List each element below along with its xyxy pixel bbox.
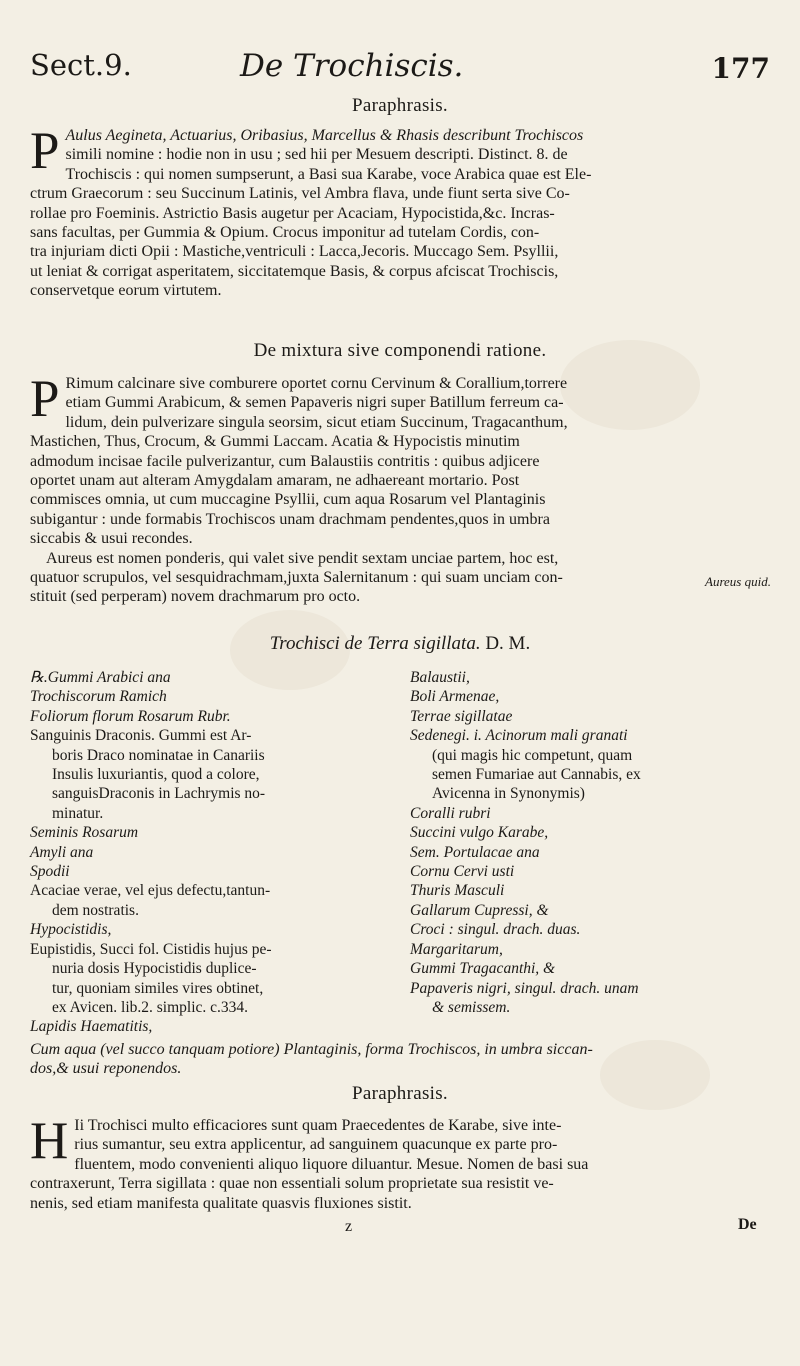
- text-line: Rimum calcinare sive comburere oportet cornu Cervinum & Corallium,torrere: [65, 375, 568, 392]
- ingredient-line: Cornu Cervi usti: [410, 863, 515, 881]
- text-line: contraxerunt, Terra sigillata : quae non essentiali solum proprietate sua resistit ve-: [30, 1175, 554, 1193]
- ingredient-line: Spodii: [30, 863, 70, 881]
- formula-title: [0, 633, 800, 655]
- drop-cap: P: [30, 370, 60, 428]
- ingredient-line: Gallarum Cupressi, &: [410, 901, 549, 919]
- text-line: ctrum Graecorum : seu Succinum Latinis, vel Ambra flava, unde fiunt serta sive Co-: [30, 185, 570, 203]
- ingredient-line: Croci : singul. drach. duas.: [410, 921, 581, 939]
- ingredient-line: nuria dosis Hypocistidis duplice-: [52, 960, 257, 978]
- ingredient-line: Coralli rubri: [410, 804, 491, 822]
- paraphrasis-text: [30, 122, 750, 301]
- ingredient-line: Succini vulgo Karabe,: [410, 824, 549, 842]
- mixtura-heading: De mixtura sive componendi ratione.: [253, 340, 547, 361]
- ingredient-line: Sedenegi. i. Acinorum mali granati: [410, 727, 628, 745]
- section-label: Sect.9.: [30, 48, 132, 82]
- ingredient-line: Thuris Masculi: [410, 882, 505, 900]
- preparation-instructions: [30, 1040, 750, 1078]
- text-line: Trochiscis : qui nomen sumpserunt, a Basi sua Karabe, voce Arabica quae est Ele-: [65, 165, 592, 183]
- ingredients-left-column: [30, 668, 400, 1037]
- running-title: De Trochiscis.: [240, 48, 464, 84]
- text-line: sans facultas, per Gummia & Opium. Crocus imponitur ad tutelam Cordis, con-: [30, 224, 540, 242]
- ingredient-line: Sanguinis Draconis. Gummi est Ar-: [30, 727, 252, 745]
- text-line: oportet unam aut alteram Amygdalam amaram, ne adhaereant mortario. Post: [30, 472, 520, 490]
- text-line: Ii Trochisci multo efficaciores sunt quam Praecedentes de Karabe, sive inte-: [74, 1117, 562, 1134]
- text-line: simili nomine : hodie non in usu ; sed hii per Mesuem descripti. Distinct. 8. de: [65, 146, 568, 164]
- text-line: siccabis & usui recondes.: [30, 530, 193, 548]
- paraphrasis-heading: Paraphrasis.: [352, 1083, 448, 1104]
- ingredient-line: Amyli ana: [30, 843, 94, 861]
- page-number: 177: [711, 52, 770, 85]
- ingredients-right-column: [410, 668, 780, 1017]
- ingredient-line: Papaveris nigri, singul. drach. unam: [410, 979, 639, 997]
- formula-name: Trochisci de Terra sigillata.: [269, 633, 481, 654]
- text-line: Aulus Aegineta, Actuarius, Oribasius, Marcellus & Rhasis describunt Trochiscos: [65, 127, 584, 144]
- ingredient-line: & semissem.: [432, 998, 511, 1016]
- paraphrasis-heading: Paraphrasis.: [352, 95, 448, 116]
- ingredient-line: Lapidis Haematitis,: [30, 1018, 153, 1036]
- paraphrasis-text: [30, 1112, 750, 1213]
- ingredient-line: sanguisDraconis in Lachrymis no-: [52, 785, 266, 803]
- margin-note: Aureus quid.: [705, 574, 771, 589]
- catchword: De: [738, 1216, 757, 1233]
- text-line: stituit (sed perperam) novem drachmarum pro octo.: [30, 588, 361, 606]
- text-line: commisces omnia, ut cum muccagine Psyllii, cum aqua Rosarum vel Plantaginis: [30, 491, 546, 509]
- ingredient-line: Trochiscorum Ramich: [30, 688, 167, 706]
- text-line: Aureus est nomen ponderis, qui valet sive pendit sextam unciae partem, hoc est,: [46, 549, 559, 567]
- ingredient-line: Terrae sigillatae: [410, 707, 513, 725]
- text-line: conservetque eorum virtutem.: [30, 282, 222, 300]
- ingredient-line: Insulis luxuriantis, quod a colore,: [52, 766, 260, 784]
- text-line: subigantur : unde formabis Trochiscos unam drachmam pendentes,quos in umbra: [30, 510, 550, 528]
- drop-cap: H: [30, 1112, 69, 1170]
- ingredient-line: (qui magis hic competunt, quam: [432, 746, 633, 764]
- drop-cap: P: [30, 122, 60, 180]
- ingredient-line: Balaustii,: [410, 669, 470, 686]
- text-line: fluentem, modo convenienti aliquo liquore diluantur. Mesue. Nomen de basi sua: [74, 1155, 589, 1173]
- ingredient-line: ex Avicen. lib.2. simplic. c.334.: [52, 998, 249, 1016]
- instruction-line: dos,& usui reponendos.: [30, 1060, 182, 1077]
- ingredient-line: semen Fumariae aut Cannabis, ex: [432, 766, 641, 784]
- text-line: ut leniat & corrigat asperitatem, siccitatemque Basis, & corpus afciscat Trochiscis,: [30, 262, 559, 280]
- text-line: Mastichen, Thus, Crocum, & Gummi Laccam. Acatia & Hypocistis minutim: [30, 433, 520, 451]
- text-line: lidum, dein pulverizare singula seorsim, sicut etiam Succinum, Tragacanthum,: [65, 413, 568, 431]
- text-line: rollae pro Foeminis. Astrictio Basis augetur per Acaciam, Hypocistida,&c. Incras-: [30, 204, 555, 222]
- formula-dose: D. M.: [485, 633, 531, 654]
- text-line: rius sumantur, seu extra applicentur, ad sanguinem quacunque ex parte pro-: [74, 1136, 558, 1154]
- ingredient-line: dem nostratis.: [52, 901, 139, 919]
- ingredient-line: Gummi Tragacanthi, &: [410, 960, 556, 978]
- text-line: quatuor scrupulos, vel sesquidrachmam,juxta Salernitanum : qui suam unciam con-: [30, 569, 563, 587]
- ingredient-line: ℞.Gummi Arabici ana: [30, 669, 171, 686]
- text-line: admodum incisae facile pulverizantur, cum Balaustiis contritis : quibus adjicere: [30, 452, 540, 470]
- signature-mark: z: [345, 1218, 353, 1235]
- ingredient-line: Eupistidis, Succi fol. Cistidis hujus pe-: [30, 940, 272, 958]
- mixtura-text: [30, 370, 750, 607]
- text-line: nenis, sed etiam manifesta qualitate quasvis fluxiones sistit.: [30, 1194, 412, 1212]
- ingredient-line: Sem. Portulacae ana: [410, 843, 540, 861]
- ingredient-line: boris Draco nominatae in Canariis: [52, 746, 265, 764]
- instruction-line: Cum aqua (vel succo tanquam potiore) Plantaginis, forma Trochiscos, in umbra siccan-: [30, 1041, 593, 1058]
- running-header: [30, 38, 770, 98]
- ingredient-line: Boli Armenae,: [410, 688, 500, 706]
- ingredient-line: Avicenna in Synonymis): [432, 785, 585, 803]
- text-line: etiam Gummi Arabicum, & semen Papaveris nigri super Batillum ferreum ca-: [65, 394, 564, 412]
- ingredient-line: Hypocistidis,: [30, 921, 112, 939]
- ingredient-line: tur, quoniam similes vires obtinet,: [52, 979, 264, 997]
- ingredient-line: Margaritarum,: [410, 940, 503, 958]
- text-line: tra injuriam dicti Opii : Mastiche,ventriculi : Lacca,Jecoris. Muccago Sem. Psyllii,: [30, 243, 559, 261]
- ingredient-line: Seminis Rosarum: [30, 824, 139, 842]
- ingredient-line: Foliorum florum Rosarum Rubr.: [30, 707, 231, 725]
- ingredient-line: Acaciae verae, vel ejus defectu,tantun-: [30, 882, 271, 900]
- ingredient-line: minatur.: [52, 804, 104, 822]
